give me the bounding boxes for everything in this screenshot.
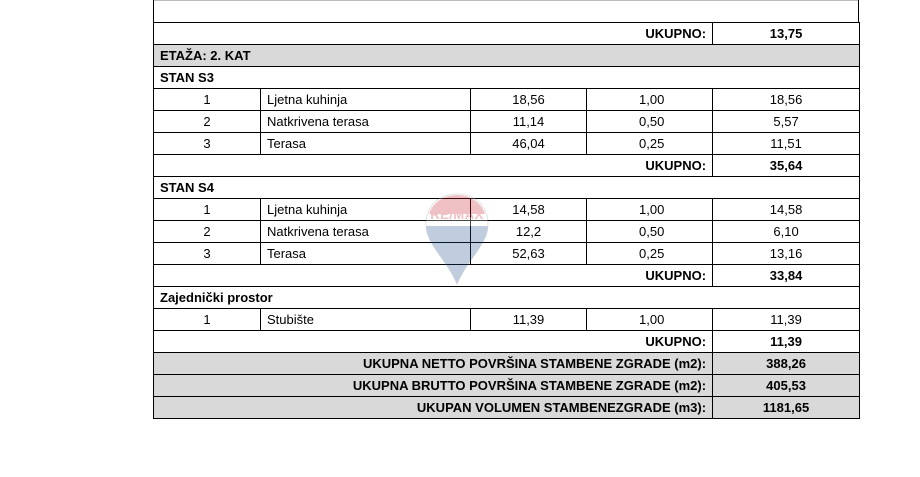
result-value: 14,58: [713, 199, 860, 221]
row-number: 2: [154, 111, 261, 133]
room-name: Ljetna kuhinja: [261, 89, 471, 111]
area-value: 18,56: [471, 89, 587, 111]
floor-header-row: [154, 45, 860, 67]
total-label: UKUPNO:: [154, 331, 713, 353]
table-row: [154, 89, 860, 111]
floor-title: ETAŽA: 2. KAT: [154, 45, 860, 67]
total-value: 33,84: [713, 265, 860, 287]
row-number: 2: [154, 221, 261, 243]
section-total-row: [154, 265, 860, 287]
area-value: 11,14: [471, 111, 587, 133]
result-value: 18,56: [713, 89, 860, 111]
area-value: 14,58: [471, 199, 587, 221]
room-name: Stubište: [261, 309, 471, 331]
summary-label: UKUPNA BRUTTO POVRŠINA STAMBENE ZGRADE (m2):: [154, 375, 713, 397]
section-title: STAN S4: [154, 177, 860, 199]
result-value: 11,39: [713, 309, 860, 331]
table-row: [154, 221, 860, 243]
coefficient-value: 1,00: [587, 89, 713, 111]
coefficient-value: 0,50: [587, 221, 713, 243]
result-value: 11,51: [713, 133, 860, 155]
watermark-text: RE/MAX: [430, 207, 484, 222]
result-value: 5,57: [713, 111, 860, 133]
result-value: 6,10: [713, 221, 860, 243]
table-row: [154, 133, 860, 155]
room-name: Ljetna kuhinja: [261, 199, 471, 221]
total-value: 35,64: [713, 155, 860, 177]
total-label: UKUPNO:: [154, 155, 713, 177]
summary-label: UKUPAN VOLUMEN STAMBENEZGRADE (m3):: [154, 397, 713, 419]
row-number: 3: [154, 133, 261, 155]
summary-row: [154, 353, 860, 375]
row-number: 1: [154, 309, 261, 331]
summary-value: 388,26: [713, 353, 860, 375]
table-row: [154, 243, 860, 265]
room-name: Terasa: [261, 133, 471, 155]
coefficient-value: 0,25: [587, 243, 713, 265]
coefficient-value: 1,00: [587, 309, 713, 331]
total-label: UKUPNO:: [154, 23, 713, 45]
total-value: 11,39: [713, 331, 860, 353]
result-value: 13,16: [713, 243, 860, 265]
coefficient-value: 0,50: [587, 111, 713, 133]
section-header-row: [154, 287, 860, 309]
row-number: 1: [154, 89, 261, 111]
area-calculation-table: [153, 22, 860, 419]
room-name: Natkrivena terasa: [261, 111, 471, 133]
coefficient-value: 1,00: [587, 199, 713, 221]
table-row: [154, 111, 860, 133]
section-total-row: [154, 331, 860, 353]
room-name: Natkrivena terasa: [261, 221, 471, 243]
section-title: STAN S3: [154, 67, 860, 89]
summary-row: [154, 375, 860, 397]
total-label: UKUPNO:: [154, 265, 713, 287]
summary-value: 405,53: [713, 375, 860, 397]
summary-label: UKUPNA NETTO POVRŠINA STAMBENE ZGRADE (m2):: [154, 353, 713, 375]
section-header-row: [154, 177, 860, 199]
table-row: [154, 309, 860, 331]
total-value: 13,75: [713, 23, 860, 45]
room-name: Terasa: [261, 243, 471, 265]
area-value: 46,04: [471, 133, 587, 155]
row-number: 3: [154, 243, 261, 265]
summary-value: 1181,65: [713, 397, 860, 419]
section-total-row: [154, 155, 860, 177]
table-row: [154, 199, 860, 221]
area-value: 52,63: [471, 243, 587, 265]
area-value: 11,39: [471, 309, 587, 331]
coefficient-value: 0,25: [587, 133, 713, 155]
previous-total-row: [154, 23, 860, 45]
row-number: 1: [154, 199, 261, 221]
section-header-row: [154, 67, 860, 89]
area-value: 12,2: [471, 221, 587, 243]
summary-row: [154, 397, 860, 419]
section-title: Zajednički prostor: [154, 287, 860, 309]
